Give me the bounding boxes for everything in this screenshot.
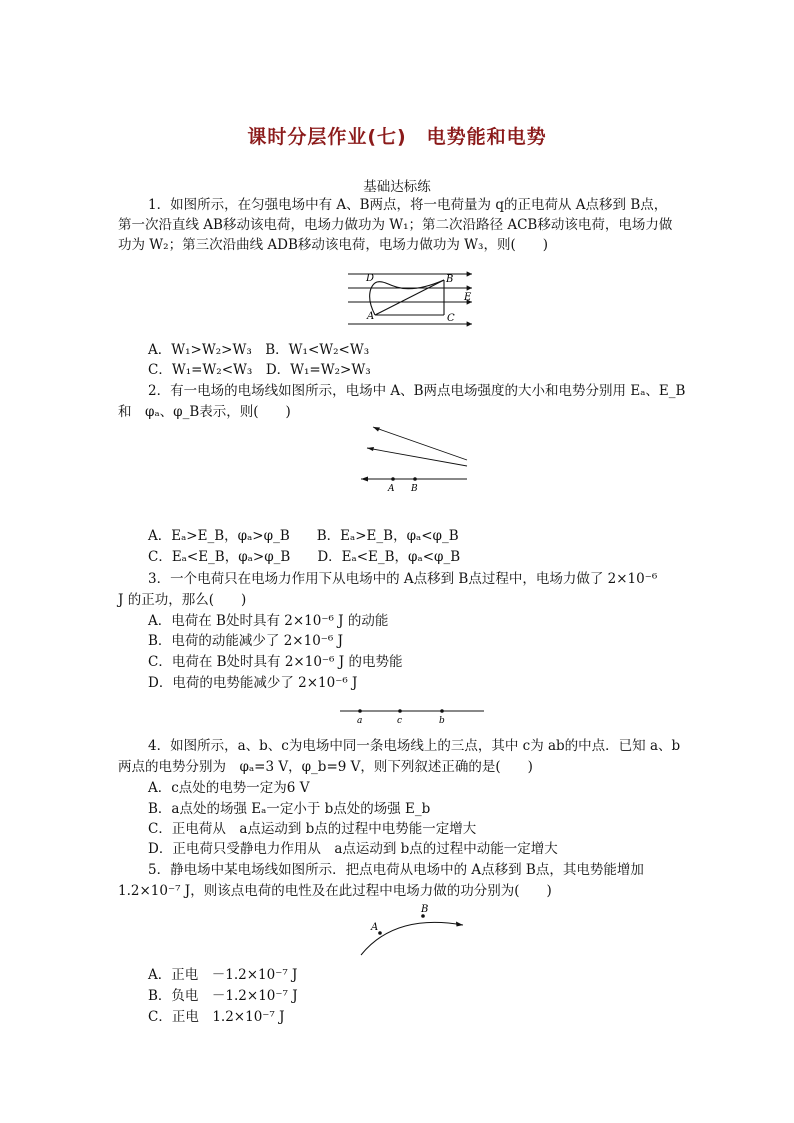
q1-line-3: 功为 W₂；第三次沿曲线 ADB移动该电荷，电场力做功为 W₃，则( ): [118, 237, 548, 253]
q5-option-b: B．负电 －1.2×10⁻⁷ J: [148, 988, 298, 1004]
q2-options-1: A．Eₐ>E_B，φₐ>φ_B B．Eₐ>E_B，φₐ<φ_B: [148, 528, 459, 544]
q4-option-b: B．a点处的场强 Eₐ一定小于 b点处的场强 E_b: [148, 801, 431, 817]
q5-line-1: 5．静电场中某电场线如图所示．把点电荷从电场中的 A点移到 B点，其电势能增加: [148, 862, 644, 878]
q2-label-b: B: [411, 484, 418, 494]
q3-option-a: A．电荷在 B处时具有 2×10⁻⁶ J 的动能: [148, 613, 389, 629]
q5-line-2: 1.2×10⁻⁷ J，则该点电荷的电性及在此过程中电场力做的功分别为( ): [118, 883, 552, 899]
q4-label-c: c: [397, 716, 403, 726]
q3-line-1: 3．一个电荷只在电场力作用下从电场中的 A点移到 B点过程中，电场力做了 2×10⁻⁶: [148, 571, 658, 587]
q4-line-2: 两点的电势分别为 φₐ=3 V，φ_b=9 V，则下列叙述正确的是( ): [118, 759, 533, 775]
q4-option-c: C．正电荷从 a点运动到 b点的过程中电势能一定增大: [148, 821, 477, 837]
q1-options-2: C．W₁=W₂<W₃ D．W₁=W₂>W₃: [148, 362, 371, 378]
q1-label-e: E: [464, 292, 472, 303]
q2-figure: [355, 422, 475, 494]
q4-line-1: 4．如图所示，a、b、c为电场中同一条电场线上的三点，其中 c为 ab的中点．已知 a、b: [148, 738, 681, 754]
q4-option-d: D．正电荷只受静电力作用从 a点运动到 b点的过程中动能一定增大: [148, 841, 558, 857]
q4-figure: [338, 703, 488, 727]
page-title: 课时分层作业(七) 电势能和电势: [247, 126, 547, 148]
q5-label-b: B: [421, 904, 429, 915]
section-heading: 基础达标练: [363, 179, 431, 195]
q5-option-a: A．正电 －1.2×10⁻⁷ J: [148, 967, 298, 983]
q1-label-b: B: [446, 274, 454, 285]
q3-option-b: B．电荷的动能减少了 2×10⁻⁶ J: [148, 633, 344, 649]
q4-label-b: b: [439, 716, 445, 726]
q1-label-d: D: [366, 273, 375, 284]
q1-line-1: 1．如图所示，在匀强电场中有 A、B两点，将一电荷量为 q的正电荷从 A点移到 B点，: [148, 197, 668, 213]
q2-label-a: A: [388, 484, 395, 494]
q2-line-1: 2．有一电场的电场线如图所示，电场中 A、B两点电场强度的大小和电势分别用 Eₐ、E_B: [148, 383, 686, 399]
q5-figure: [355, 903, 470, 958]
q1-label-a: A: [367, 311, 375, 322]
q5-option-c: C．正电 1.2×10⁻⁷ J: [148, 1009, 285, 1025]
q4-option-a: A．c点处的电势一定为6 V: [148, 780, 310, 796]
q1-line-2: 第一次沿直线 AB移动该电荷，电场力做功为 W₁；第二次沿路径 ACB移动该电荷，电场力做: [118, 217, 673, 233]
q5-label-a: A: [371, 922, 379, 933]
q1-label-c: C: [447, 313, 455, 324]
q2-options-2: C．Eₐ<E_B，φₐ>φ_B D．Eₐ<E_B，φₐ<φ_B: [148, 549, 461, 565]
q3-option-d: D．电荷的电势能减少了 2×10⁻⁶ J: [148, 675, 358, 691]
q1-figure: [345, 266, 475, 328]
q1-options-1: A．W₁>W₂>W₃ B．W₁<W₂<W₃: [148, 342, 370, 358]
q3-line-2: J 的正功，那么( ): [118, 592, 247, 608]
q2-line-2: 和 φₐ、φ_B表示，则( ): [118, 404, 291, 420]
q3-option-c: C．电荷在 B处时具有 2×10⁻⁶ J 的电势能: [148, 654, 403, 670]
q4-label-a: a: [357, 716, 363, 726]
